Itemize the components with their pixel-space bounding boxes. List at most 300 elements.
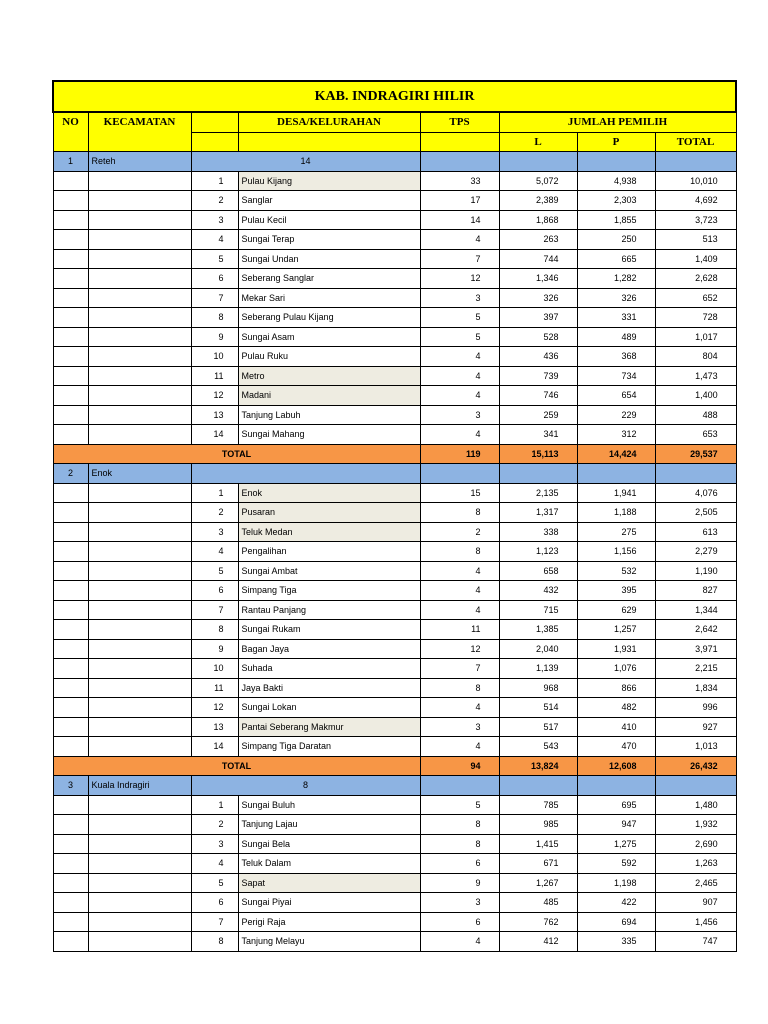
kecamatan-blank (88, 737, 191, 757)
l-value: 1,346 (499, 269, 577, 289)
tps-value: 4 (420, 386, 499, 406)
tps-value: 4 (420, 366, 499, 386)
kecamatan-blank (88, 405, 191, 425)
desa-name: Sungai Rukam (238, 620, 420, 640)
kecamatan-blank (88, 347, 191, 367)
kecamatan-tps-blank (420, 152, 499, 172)
tps-value: 5 (420, 795, 499, 815)
total-value: 728 (655, 308, 736, 328)
no-blank (53, 834, 88, 854)
desa-name: Simpang Tiga Daratan (238, 737, 420, 757)
desa-row (53, 522, 736, 542)
tps-value: 4 (420, 561, 499, 581)
p-value: 331 (577, 308, 655, 328)
kecamatan-p-blank (577, 776, 655, 796)
kecamatan-blank (88, 542, 191, 562)
tps-value: 8 (420, 678, 499, 698)
desa-name: Enok (238, 483, 420, 503)
kecamatan-l-blank (499, 152, 577, 172)
total-value: 1,409 (655, 249, 736, 269)
tps-value: 4 (420, 230, 499, 250)
l-value: 412 (499, 932, 577, 952)
header-total: TOTAL (655, 132, 736, 152)
tps-value: 14 (420, 210, 499, 230)
desa-row (53, 210, 736, 230)
desa-number: 14 (191, 737, 238, 757)
p-value: 592 (577, 854, 655, 874)
desa-number: 6 (191, 893, 238, 913)
desa-number: 9 (191, 639, 238, 659)
total-value: 613 (655, 522, 736, 542)
total-value: 1,400 (655, 386, 736, 406)
p-value: 1,076 (577, 659, 655, 679)
desa-number: 8 (191, 308, 238, 328)
desa-row (53, 600, 736, 620)
desa-name: Pulau Kecil (238, 210, 420, 230)
l-value: 744 (499, 249, 577, 269)
l-value: 968 (499, 678, 577, 698)
total-value: 2,642 (655, 620, 736, 640)
desa-name: Sungai Ambat (238, 561, 420, 581)
tps-value: 3 (420, 717, 499, 737)
desa-name: Teluk Dalam (238, 854, 420, 874)
desa-name: Bagan Jaya (238, 639, 420, 659)
total-value: 1,190 (655, 561, 736, 581)
l-value: 785 (499, 795, 577, 815)
tps-value: 8 (420, 815, 499, 835)
no-blank (53, 561, 88, 581)
desa-number: 11 (191, 366, 238, 386)
kecamatan-blank (88, 600, 191, 620)
no-blank (53, 405, 88, 425)
desa-number: 5 (191, 561, 238, 581)
desa-number: 3 (191, 210, 238, 230)
kecamatan-name: Reteh (88, 152, 191, 172)
tps-value: 12 (420, 269, 499, 289)
total-label: TOTAL (53, 756, 420, 776)
no-blank (53, 347, 88, 367)
header-blank (191, 132, 238, 152)
desa-number: 13 (191, 405, 238, 425)
p-value: 1,931 (577, 639, 655, 659)
kecamatan-p-blank (577, 152, 655, 172)
total-value: 2,690 (655, 834, 736, 854)
l-value: 485 (499, 893, 577, 913)
desa-row (53, 639, 736, 659)
desa-name: Sungai Terap (238, 230, 420, 250)
desa-number: 6 (191, 269, 238, 289)
p-value: 1,282 (577, 269, 655, 289)
total-value: 513 (655, 230, 736, 250)
l-value: 671 (499, 854, 577, 874)
total-value: 4,076 (655, 483, 736, 503)
desa-number: 14 (191, 425, 238, 445)
l-value: 338 (499, 522, 577, 542)
desa-name: Sungai Mahang (238, 425, 420, 445)
desa-name: Sungai Buluh (238, 795, 420, 815)
total-value: 2,628 (655, 269, 736, 289)
tps-value: 7 (420, 659, 499, 679)
p-value: 654 (577, 386, 655, 406)
l-value: 1,868 (499, 210, 577, 230)
kecamatan-blank (88, 269, 191, 289)
l-value: 762 (499, 912, 577, 932)
desa-name: Sungai Bela (238, 834, 420, 854)
kecamatan-blank (88, 912, 191, 932)
kecamatan-blank (88, 288, 191, 308)
desa-name: Rantau Panjang (238, 600, 420, 620)
l-value: 1,385 (499, 620, 577, 640)
tps-value: 4 (420, 347, 499, 367)
desa-name: Tanjung Lajau (238, 815, 420, 835)
kecamatan-blank (88, 893, 191, 913)
no-blank (53, 698, 88, 718)
kecamatan-tps-blank (420, 776, 499, 796)
kecamatan-l-blank (499, 464, 577, 484)
header-kecamatan: KECAMATAN (88, 112, 191, 152)
desa-row (53, 230, 736, 250)
total-value: 1,932 (655, 815, 736, 835)
kecamatan-blank (88, 581, 191, 601)
desa-name: Pulau Ruku (238, 347, 420, 367)
desa-number: 13 (191, 717, 238, 737)
no-blank (53, 542, 88, 562)
desa-row (53, 542, 736, 562)
no-blank (53, 795, 88, 815)
desa-number: 5 (191, 249, 238, 269)
total-value: 804 (655, 347, 736, 367)
tps-value: 15 (420, 483, 499, 503)
desa-number: 8 (191, 932, 238, 952)
tps-value: 8 (420, 503, 499, 523)
l-value: 658 (499, 561, 577, 581)
l-value: 263 (499, 230, 577, 250)
p-value: 470 (577, 737, 655, 757)
header-desa: DESA/KELURAHAN (238, 112, 420, 132)
desa-row (53, 834, 736, 854)
tps-value: 4 (420, 737, 499, 757)
desa-number: 4 (191, 230, 238, 250)
kecamatan-total-blank (655, 776, 736, 796)
total-value: 1,834 (655, 678, 736, 698)
total-value: 1,013 (655, 737, 736, 757)
total-value: 488 (655, 405, 736, 425)
kecamatan-p-blank (577, 464, 655, 484)
desa-number: 4 (191, 542, 238, 562)
desa-row (53, 561, 736, 581)
p-value: 326 (577, 288, 655, 308)
tps-value: 4 (420, 932, 499, 952)
desa-name: Pulau Kijang (238, 171, 420, 191)
l-value: 514 (499, 698, 577, 718)
desa-row (53, 249, 736, 269)
l-value: 397 (499, 308, 577, 328)
tps-value: 3 (420, 288, 499, 308)
desa-row (53, 347, 736, 367)
l-value: 543 (499, 737, 577, 757)
kecamatan-row (53, 152, 736, 172)
desa-name: Teluk Medan (238, 522, 420, 542)
tps-value: 17 (420, 191, 499, 211)
l-value: 528 (499, 327, 577, 347)
l-value: 1,317 (499, 503, 577, 523)
kecamatan-blank (88, 678, 191, 698)
tps-value: 5 (420, 327, 499, 347)
kecamatan-blank (88, 230, 191, 250)
p-value: 1,198 (577, 873, 655, 893)
kecamatan-total-blank (655, 464, 736, 484)
l-value: 2,135 (499, 483, 577, 503)
kecamatan-blank (88, 698, 191, 718)
total-value: 2,279 (655, 542, 736, 562)
desa-name: Sungai Undan (238, 249, 420, 269)
desa-number: 7 (191, 288, 238, 308)
desa-name: Pantai Seberang Makmur (238, 717, 420, 737)
l-value: 739 (499, 366, 577, 386)
kecamatan-blank (88, 795, 191, 815)
desa-row (53, 678, 736, 698)
kecamatan-blank (88, 717, 191, 737)
no-blank (53, 288, 88, 308)
desa-name: Seberang Pulau Kijang (238, 308, 420, 328)
desa-name: Mekar Sari (238, 288, 420, 308)
desa-name: Metro (238, 366, 420, 386)
desa-row (53, 698, 736, 718)
p-value: 422 (577, 893, 655, 913)
total-tps: 94 (420, 756, 499, 776)
page-title: KAB. INDRAGIRI HILIR (53, 81, 736, 112)
kecamatan-blank (88, 308, 191, 328)
desa-row (53, 912, 736, 932)
desa-number: 1 (191, 795, 238, 815)
tps-value: 33 (420, 171, 499, 191)
total-value: 996 (655, 698, 736, 718)
p-value: 489 (577, 327, 655, 347)
voter-table-sheet (52, 80, 737, 952)
desa-number: 10 (191, 347, 238, 367)
p-value: 275 (577, 522, 655, 542)
l-value: 1,415 (499, 834, 577, 854)
no-blank (53, 659, 88, 679)
total-value: 1,344 (655, 600, 736, 620)
kecamatan-no: 3 (53, 776, 88, 796)
no-blank (53, 678, 88, 698)
tps-value: 5 (420, 308, 499, 328)
tps-value: 4 (420, 581, 499, 601)
desa-name: Madani (238, 386, 420, 406)
desa-row (53, 405, 736, 425)
total-p: 14,424 (577, 444, 655, 464)
desa-number: 10 (191, 659, 238, 679)
desa-row (53, 191, 736, 211)
p-value: 4,938 (577, 171, 655, 191)
desa-row (53, 893, 736, 913)
kecamatan-l-blank (499, 776, 577, 796)
desa-name: Sungai Asam (238, 327, 420, 347)
kecamatan-blank (88, 210, 191, 230)
p-value: 368 (577, 347, 655, 367)
total-value: 2,465 (655, 873, 736, 893)
kecamatan-name: Kuala Indragiri (88, 776, 191, 796)
kecamatan-blank (88, 854, 191, 874)
desa-row (53, 620, 736, 640)
desa-number: 3 (191, 522, 238, 542)
no-blank (53, 600, 88, 620)
total-value: 907 (655, 893, 736, 913)
header-no: NO (53, 112, 88, 152)
no-blank (53, 912, 88, 932)
l-value: 2,389 (499, 191, 577, 211)
p-value: 1,188 (577, 503, 655, 523)
desa-name: Sapat (238, 873, 420, 893)
desa-row (53, 308, 736, 328)
no-blank (53, 854, 88, 874)
total-l: 15,113 (499, 444, 577, 464)
desa-row (53, 815, 736, 835)
tps-value: 6 (420, 912, 499, 932)
header-tps: TPS (420, 112, 499, 132)
desa-number: 2 (191, 191, 238, 211)
l-value: 715 (499, 600, 577, 620)
no-blank (53, 620, 88, 640)
total-value: 1,263 (655, 854, 736, 874)
kecamatan-tps-blank (420, 464, 499, 484)
desa-row (53, 327, 736, 347)
tps-value: 12 (420, 639, 499, 659)
desa-number: 1 (191, 483, 238, 503)
no-blank (53, 483, 88, 503)
desa-number: 2 (191, 503, 238, 523)
total-value: 3,723 (655, 210, 736, 230)
desa-row (53, 795, 736, 815)
desa-name: Sungai Lokan (238, 698, 420, 718)
kecamatan-blank (88, 815, 191, 835)
desa-name: Pusaran (238, 503, 420, 523)
total-value: 2,215 (655, 659, 736, 679)
no-blank (53, 269, 88, 289)
no-blank (53, 386, 88, 406)
total-value: 1,480 (655, 795, 736, 815)
kecamatan-desa-count: 14 (191, 152, 420, 172)
kecamatan-blank (88, 483, 191, 503)
desa-row (53, 386, 736, 406)
p-value: 410 (577, 717, 655, 737)
no-blank (53, 425, 88, 445)
p-value: 395 (577, 581, 655, 601)
desa-number: 12 (191, 386, 238, 406)
no-blank (53, 366, 88, 386)
desa-row (53, 171, 736, 191)
desa-row (53, 932, 736, 952)
kecamatan-blank (88, 522, 191, 542)
no-blank (53, 717, 88, 737)
desa-row (53, 503, 736, 523)
p-value: 1,941 (577, 483, 655, 503)
p-value: 629 (577, 600, 655, 620)
l-value: 259 (499, 405, 577, 425)
kecamatan-blank (88, 561, 191, 581)
no-blank (53, 249, 88, 269)
p-value: 312 (577, 425, 655, 445)
l-value: 5,072 (499, 171, 577, 191)
kecamatan-blank (88, 386, 191, 406)
total-value: 747 (655, 932, 736, 952)
desa-number: 3 (191, 834, 238, 854)
p-value: 482 (577, 698, 655, 718)
desa-name: Perigi Raja (238, 912, 420, 932)
kecamatan-row (53, 464, 736, 484)
tps-value: 8 (420, 542, 499, 562)
tps-value: 2 (420, 522, 499, 542)
l-value: 436 (499, 347, 577, 367)
total-row (53, 756, 736, 776)
kecamatan-blank (88, 503, 191, 523)
desa-name: Suhada (238, 659, 420, 679)
total-value: 652 (655, 288, 736, 308)
p-value: 1,156 (577, 542, 655, 562)
desa-number: 2 (191, 815, 238, 835)
no-blank (53, 522, 88, 542)
kecamatan-blank (88, 327, 191, 347)
no-blank (53, 932, 88, 952)
kecamatan-blank (88, 834, 191, 854)
no-blank (53, 210, 88, 230)
kecamatan-blank (88, 932, 191, 952)
total-value: 4,692 (655, 191, 736, 211)
header-jumlah-pemilih: JUMLAH PEMILIH (499, 112, 736, 132)
desa-number: 7 (191, 600, 238, 620)
total-sum: 26,432 (655, 756, 736, 776)
desa-row (53, 269, 736, 289)
no-blank (53, 308, 88, 328)
kecamatan-no: 2 (53, 464, 88, 484)
desa-row (53, 288, 736, 308)
kecamatan-blank (88, 659, 191, 679)
tps-value: 4 (420, 698, 499, 718)
desa-number: 4 (191, 854, 238, 874)
total-l: 13,824 (499, 756, 577, 776)
l-value: 1,139 (499, 659, 577, 679)
header-row-1 (53, 112, 736, 132)
desa-name: Sanglar (238, 191, 420, 211)
desa-name: Simpang Tiga (238, 581, 420, 601)
total-value: 3,971 (655, 639, 736, 659)
desa-row (53, 659, 736, 679)
desa-number: 11 (191, 678, 238, 698)
header-l: L (499, 132, 577, 152)
total-value: 827 (655, 581, 736, 601)
desa-row (53, 717, 736, 737)
kecamatan-row (53, 776, 736, 796)
p-value: 734 (577, 366, 655, 386)
desa-row (53, 737, 736, 757)
total-label: TOTAL (53, 444, 420, 464)
kecamatan-blank (88, 191, 191, 211)
l-value: 746 (499, 386, 577, 406)
header-blank (191, 112, 238, 132)
no-blank (53, 191, 88, 211)
kecamatan-desa-count: 8 (191, 776, 420, 796)
desa-name: Jaya Bakti (238, 678, 420, 698)
kecamatan-blank (88, 873, 191, 893)
total-value: 653 (655, 425, 736, 445)
desa-number: 6 (191, 581, 238, 601)
total-p: 12,608 (577, 756, 655, 776)
tps-value: 11 (420, 620, 499, 640)
kecamatan-blank (88, 639, 191, 659)
desa-number: 8 (191, 620, 238, 640)
no-blank (53, 230, 88, 250)
